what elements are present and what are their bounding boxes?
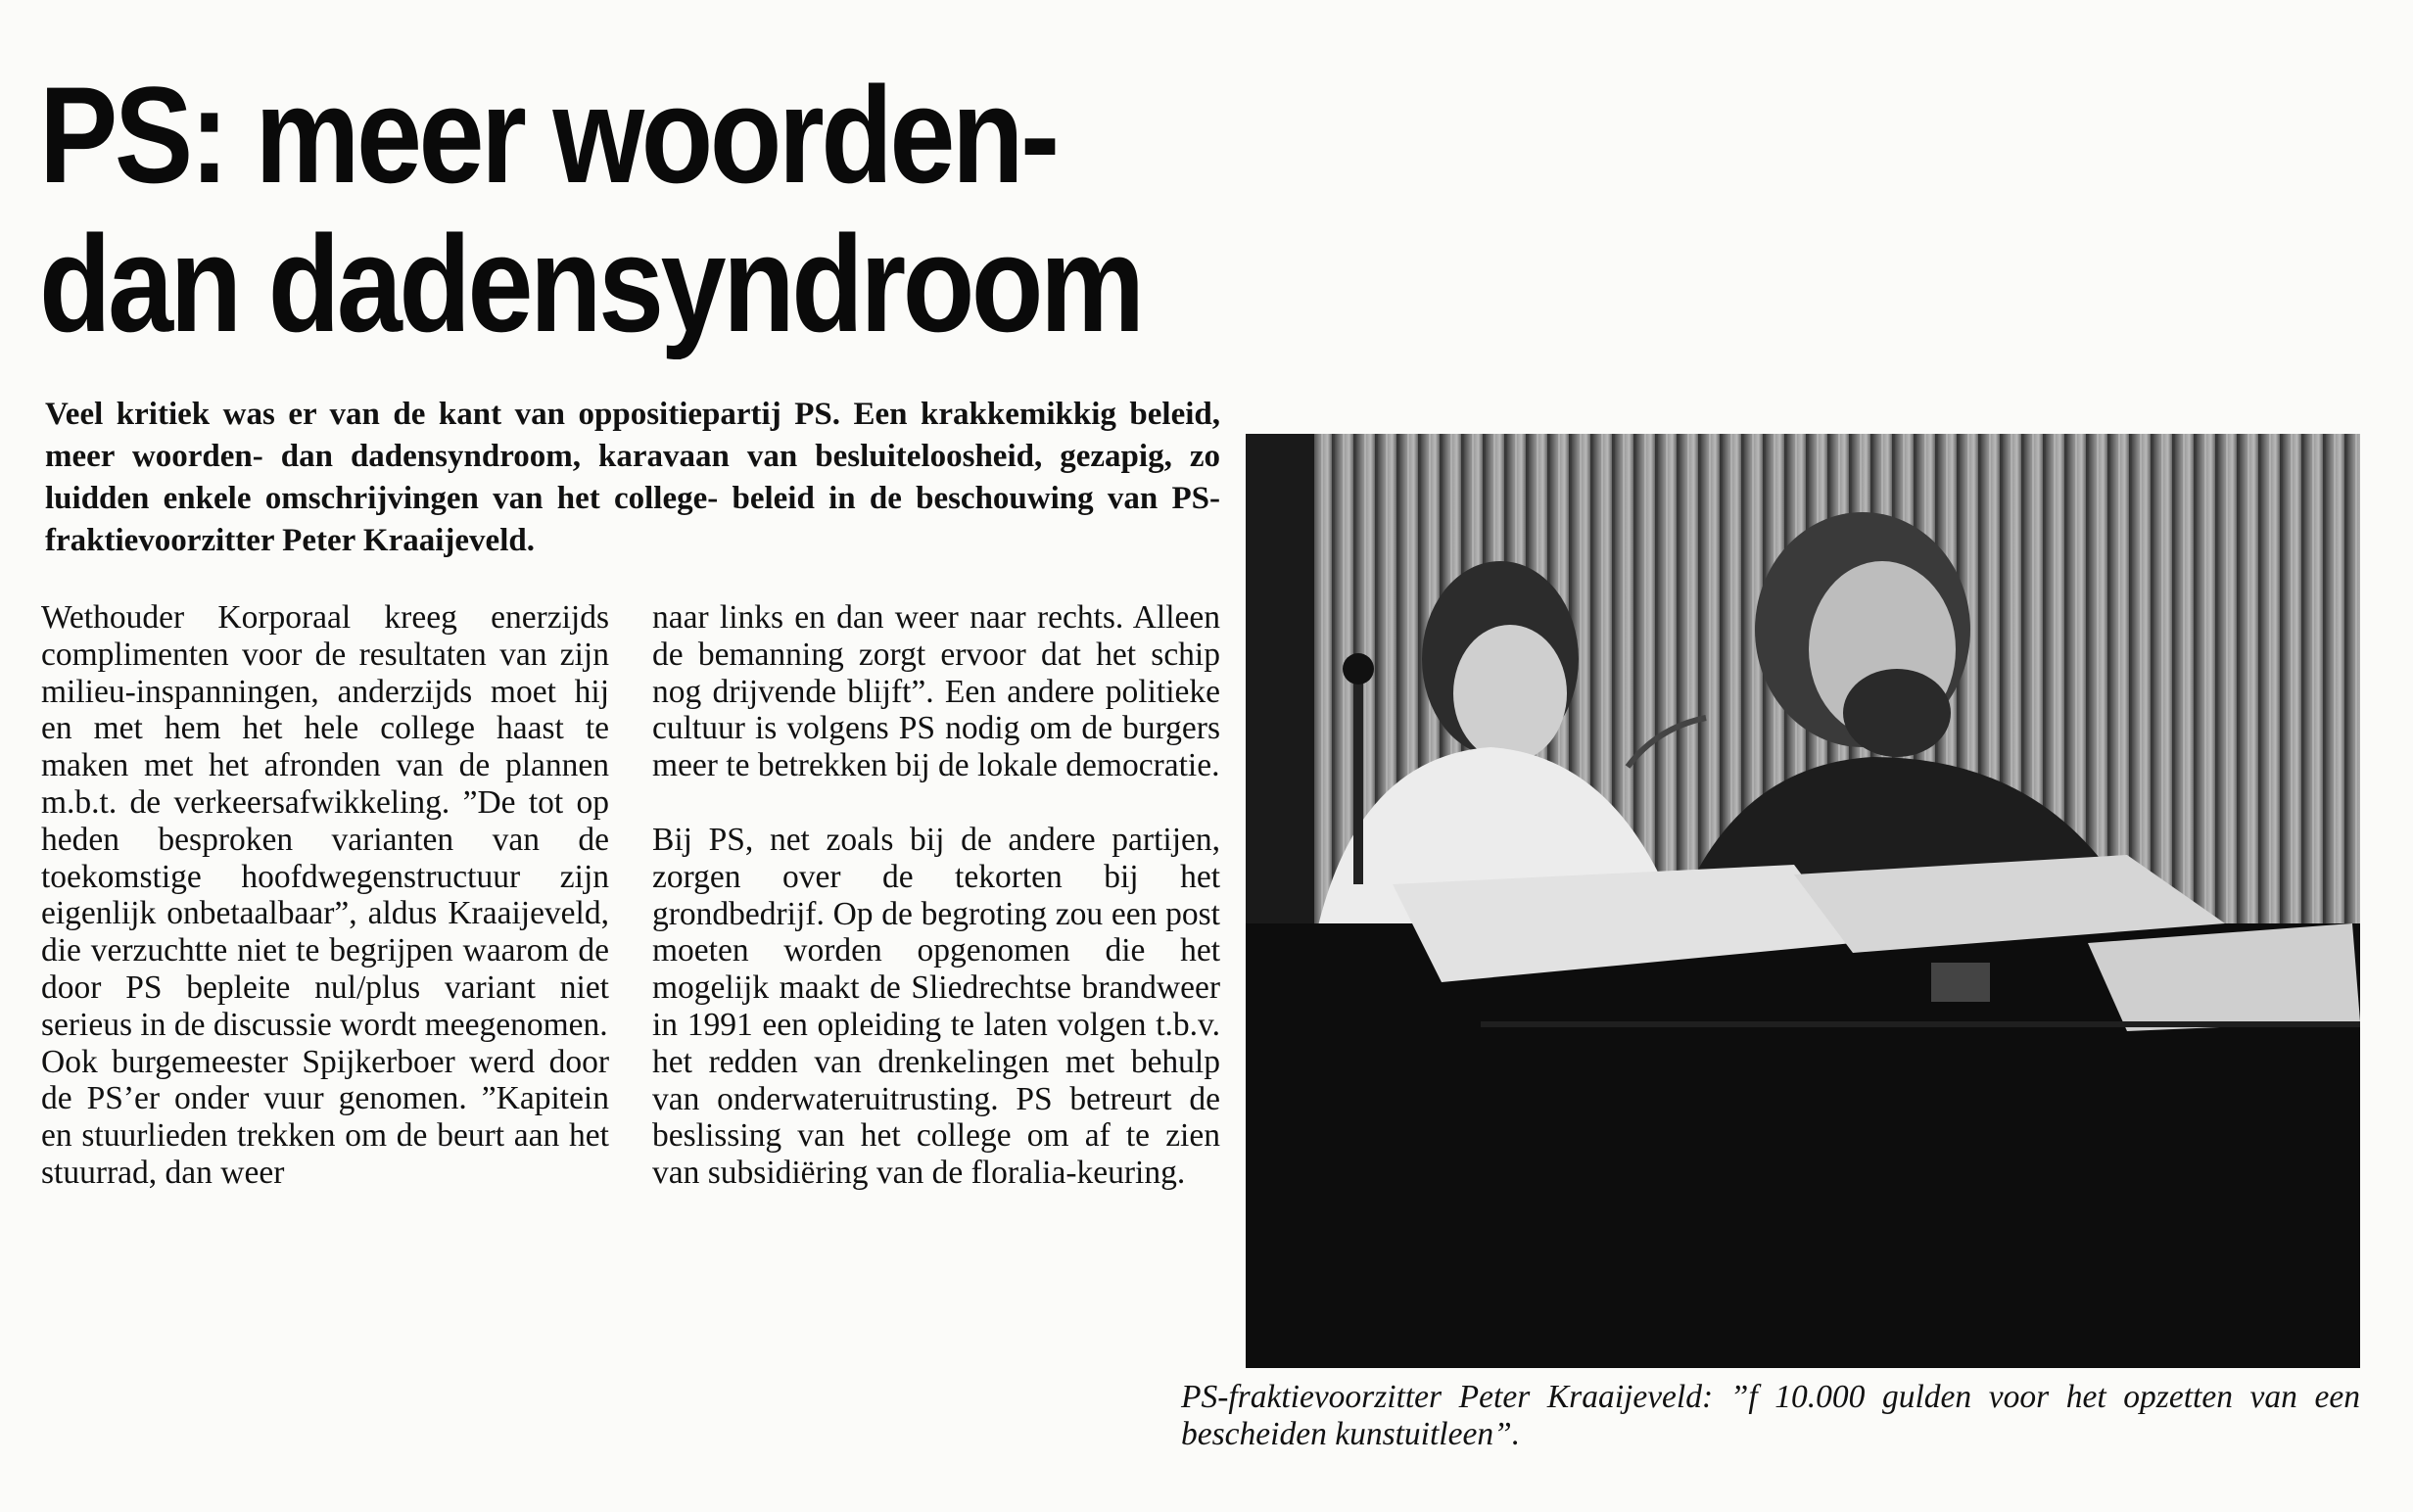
news-photo <box>1246 434 2360 1368</box>
lead-paragraph: Veel kritiek was er van de kant van oppositiepartij PS. Een krakkemikkig beleid, meer woorden- dan dadensyndroom, karavaan van besluiteloosheid, gezapig, zo luidden enkele omschrijvingen van het college- beleid in de beschouwing van PS-fraktievoorzitter Peter Kraaijeveld. <box>45 397 1220 558</box>
column-2-paragraph-1: naar links en dan weer naar rechts. Alleen de bemanning zorgt ervoor dat het schip nog drijvende blijft”. Een andere politieke cultuur is volgens PS nodig om de burgers meer te betrekken bij de lokale democratie. <box>652 599 1220 784</box>
column-2-paragraph-2: Bij PS, net zoals bij de andere partijen, zorgen over de tekorten bij het grondbedrijf. Op de begroting zou een post moeten worden opgenomen die het mogelijk maakt de Sliedrechtse brandweer in 1991 een opleiding te laten volgen t.b.v. het redden van drenkelingen met behulp van onderwateruitrusting. PS betreurt de beslissing van het college om af te zien van subsidiëring van de floralia-keuring. <box>652 821 1220 1192</box>
column-1-paragraph-1: Wethouder Korporaal kreeg enerzijds complimenten voor de resultaten van zijn milieu-inspanningen, anderzijds moet hij en met hem het hele college haast te maken met het afronden van de plannen m.b.t. de verkeersafwikkeling. ”De tot op heden besproken varianten van de toekomstige hoofdwegenstructuur zijn eigenlijk onbetaalbaar”, aldus Kraaijeveld, die verzuchtte niet te begrijpen waarom de door PS bepleite nul/plus variant niet serieus in de discussie wordt meegenomen. <box>41 599 609 1043</box>
article-column-1 <box>41 599 609 1192</box>
photo-caption: PS-fraktievoorzitter Peter Kraaijeveld: ”f 10.000 gulden voor het opzetten van een bescheiden kunstuitleen”. <box>1181 1379 2360 1452</box>
microphone-left <box>1353 669 1363 884</box>
photo-illustration <box>1246 434 2360 1368</box>
column-1-paragraph-2: Ook burgemeester Spijkerboer werd door de PS’er onder vuur genomen. ”Kapitein en stuurlieden trekken om de beurt aan het stuurrad, dan weer <box>41 1043 609 1191</box>
headline-line-1: PS: meer woorden- <box>39 58 1057 212</box>
headline-line-2: dan dadensyndroom <box>39 207 1142 360</box>
headline <box>39 58 1142 360</box>
article-column-2 <box>652 599 1220 1192</box>
